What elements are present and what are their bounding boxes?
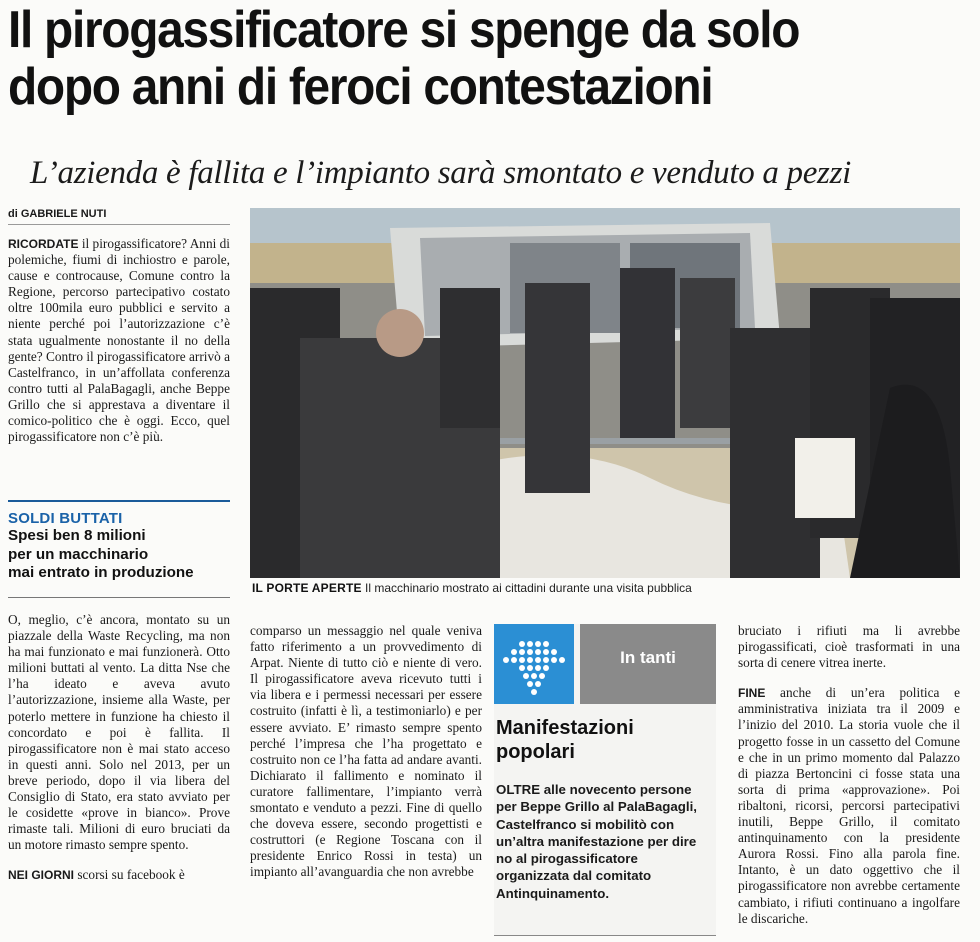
sidebox-line-3: mai entrato in produzione (8, 564, 194, 581)
headline (8, 2, 896, 116)
intanti-band (580, 624, 716, 704)
subheadline: L’azienda è fallita e l’impianto sarà smontato e venduto a pezzi (30, 155, 852, 191)
photo-illustration (250, 208, 960, 578)
column-4-paragraph-1: bruciato i rifiuti ma li avrebbe pirogassificati, cioè trasformati in una sorta di cenere vitrea inerte. (738, 623, 960, 671)
column-1-paragraph-2 (8, 867, 230, 883)
intanti-text: alle novecento persone per Beppe Grillo al PalaBagagli, Castelfranco si mobilitò con un’altra manifestazione per dire no al pirogassificatore organizzata dal comitato Antinquinamento. (496, 782, 697, 901)
column-4-body (738, 623, 960, 938)
byline: di GABRIELE NUTI (8, 208, 230, 225)
column-1-body (8, 612, 230, 942)
article-photo (250, 208, 960, 578)
column-4-paragraph-2 (738, 685, 960, 926)
column-1-text: scorsi su facebook è (74, 867, 185, 883)
intanti-title (496, 716, 714, 764)
column-4-text: anche di un’era politica e amministrativa iniziata tra il 2009 e l’inizio del 2010. La storia vuole che il progetto fosse in un cassetto del Comune e che in un primo momento dal Palazzo di piazza Bertoncini ci fosse stata una sorta di prima «approvazione». Poi ribaltoni, ricorsi, percorsi partecipativi inutili, Beppe Grillo, il comitato antinquinamento con la presidente Aurora Rossi. Fino alla parola fine. Intanto, è un dato oggettivo che il pirogassificatore non avrebbe certamente cambiato, i rifiuti continuano a ingolfare le discariche. (738, 685, 960, 926)
column-1-lead: NEI GIORNI (8, 868, 75, 883)
intro-paragraph (8, 236, 230, 494)
intanti-lead: OLTRE (496, 782, 541, 797)
crowd-dots-arrow-icon (494, 624, 574, 704)
column-4-lead: FINE (738, 686, 766, 701)
headline-line-1: Il pirogassificatore si spenge da solo (8, 1, 800, 59)
caption-tag: IL PORTE APERTE (252, 581, 362, 595)
sidebox-line-1: Spesi ben 8 milioni (8, 527, 146, 544)
intanti-body (496, 781, 714, 902)
sidebox-kicker: SOLDI BUTTATI (8, 510, 123, 527)
photo-caption (252, 581, 960, 595)
intanti-title-line-2: popolari (496, 741, 575, 763)
caption-text: Il macchinario mostrato ai cittadini durante una visita pubblica (361, 581, 692, 595)
sidebox-soldi-buttati (8, 500, 230, 598)
intro-text: il pirogassificatore? Anni di polemiche, fiumi di inchiostro e parole, cause e controcause, Comune contro la Regione, percorso partecipativo costato oltre 100mila euro pubblici e servito a niente perché poi l’autorizzazione c’è stata ugualmente nonostante il no della gente? Contro il pirogassificatore arrivò a Castelfranco, in un’affollata conferenza contro tutti al PalaBagagli, anche Beppe Grillo che si apprestava a diventare il comico-politico che è oggi. Ecco, quel pirogassificatore non c’è più. (8, 236, 230, 445)
intanti-box (494, 624, 716, 936)
sidebox-line-2: per un macchinario (8, 545, 149, 563)
column-2-body: comparso un messaggio nel quale veniva fatto riferimento a un provvedimento di Arpat. Niente di tutto ciò e niente di vero. Il pirogassificatore aveva ricevuto tutti i via libera e i permessi necessari per essere costruito (infatti è lì, a testimoniarlo) e per essere avviato. E’ rimasto sempre spento perché l’impresa che l’ha progettato e costruito non ce l’ha fatta ad andare avanti. Dichiarato il fallimento e nominato il curatore fallimentare, l’impianto verrà smontato e venduto a pezzi. Fine di quello che doveva essere, secondo progettisti e costruttori (e Regione Toscana con il presidente Enrico Rossi in testa) un impianto all’avanguardia che non avrebbe (250, 623, 482, 880)
headline-line-2: dopo anni di feroci contestazioni (8, 58, 713, 116)
intanti-label: In tanti (620, 648, 676, 667)
column-1-paragraph: O, meglio, c’è ancora, montato su un piazzale della Waste Recycling, ma non ha mai funzionato e mai funzionerà. Otto milioni buttati al vento. La ditta Nse che l’ha ideato e aveva avuto l’autorizzazione, insieme alla Waste, per poterlo mettere in funzione ha chiesto il concordato e poi è fallita. Il pirogassificatore non è mai stato acceso in questi anni. Solo nel 2013, per un breve periodo, dopo il via libera del Consiglio di Stato, era stato avviato per le cosidette «prove in bianco». Prove rimaste tali. Milioni di euro bruciati da un motore rimasto sempre spento. (8, 612, 230, 853)
intro-lead: RICORDATE (8, 237, 79, 251)
intanti-title-line-1: Manifestazioni (496, 717, 634, 739)
